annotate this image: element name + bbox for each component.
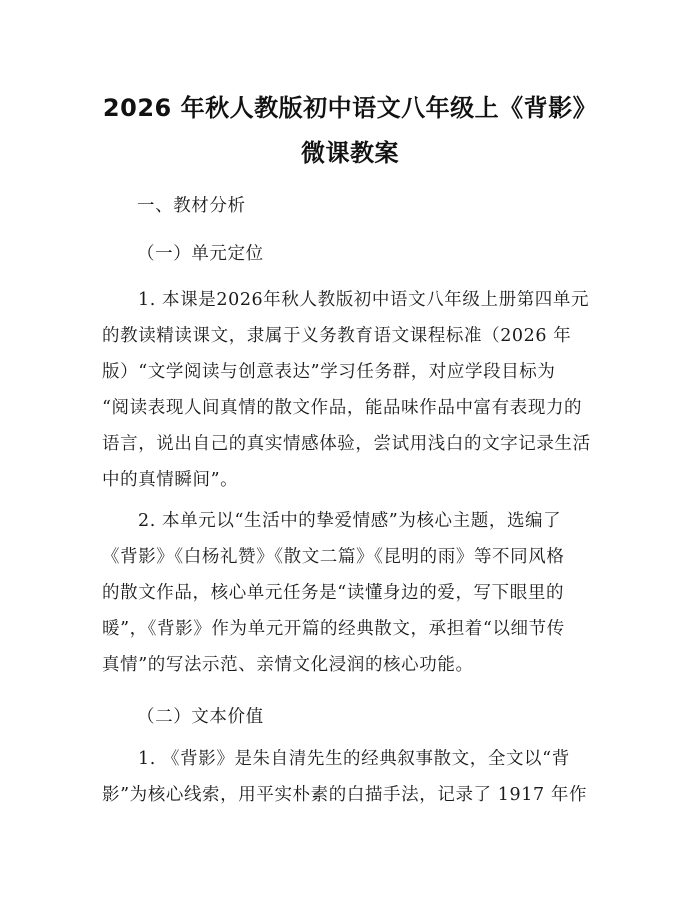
paragraph-line: 中的真情瞬间”。 xyxy=(102,470,239,490)
subsection-heading-text-value: （二）文本价值 xyxy=(137,707,264,727)
paragraph-line: 影”为核心线索，用平实朴素的白描手法，记录了 1917 年作 xyxy=(102,785,588,805)
paragraph-line: 《背影》《白杨礼赞》《散文二篇》《昆明的雨》等不同风格 xyxy=(102,547,565,567)
section-heading-textbook-analysis: 一、教材分析 xyxy=(137,196,246,216)
paragraph-line: 语言，说出自己的真实情感体验，尝试用浅白的文字记录生活 xyxy=(102,434,591,454)
subsection-heading-unit-positioning: （一）单元定位 xyxy=(137,244,264,264)
paragraph-line: 版）“文学阅读与创意表达”学习任务群，对应学段目标为 xyxy=(102,362,556,382)
paragraph-line: “阅读表现人间真情的散文作品，能品味作品中富有表现力的 xyxy=(102,398,583,418)
paragraph-unit-positioning-1 xyxy=(102,282,598,498)
paragraph-line: 的散文作品，核心单元任务是“读懂身边的爱，写下眼里的 xyxy=(102,583,565,603)
paragraph-text-value-1 xyxy=(102,741,598,813)
document-title-line1: 2026 年秋人教版初中语文八年级上《背影》 xyxy=(102,94,598,122)
paragraph-line: 1. 本课是2026年秋人教版初中语文八年级上册第四单元 xyxy=(138,290,590,310)
paragraph-line: 真情”的写法示范、亲情文化浸润的核心功能。 xyxy=(102,655,474,675)
paragraph-line: 的教读精读课文，隶属于义务教育语文课程标准（2026 年 xyxy=(102,326,572,346)
document-title-line2: 微课教案 xyxy=(301,139,399,167)
paragraph-line: 2. 本单元以“生活中的挚爱情感”为核心主题，选编了 xyxy=(138,511,562,531)
paragraph-line: 暖”，《背影》作为单元开篇的经典散文，承担着“以细节传 xyxy=(102,619,565,639)
paragraph-line: 1. 《背影》是朱自清先生的经典叙事散文，全文以“背 xyxy=(138,749,570,769)
paragraph-unit-positioning-2 xyxy=(102,503,598,683)
